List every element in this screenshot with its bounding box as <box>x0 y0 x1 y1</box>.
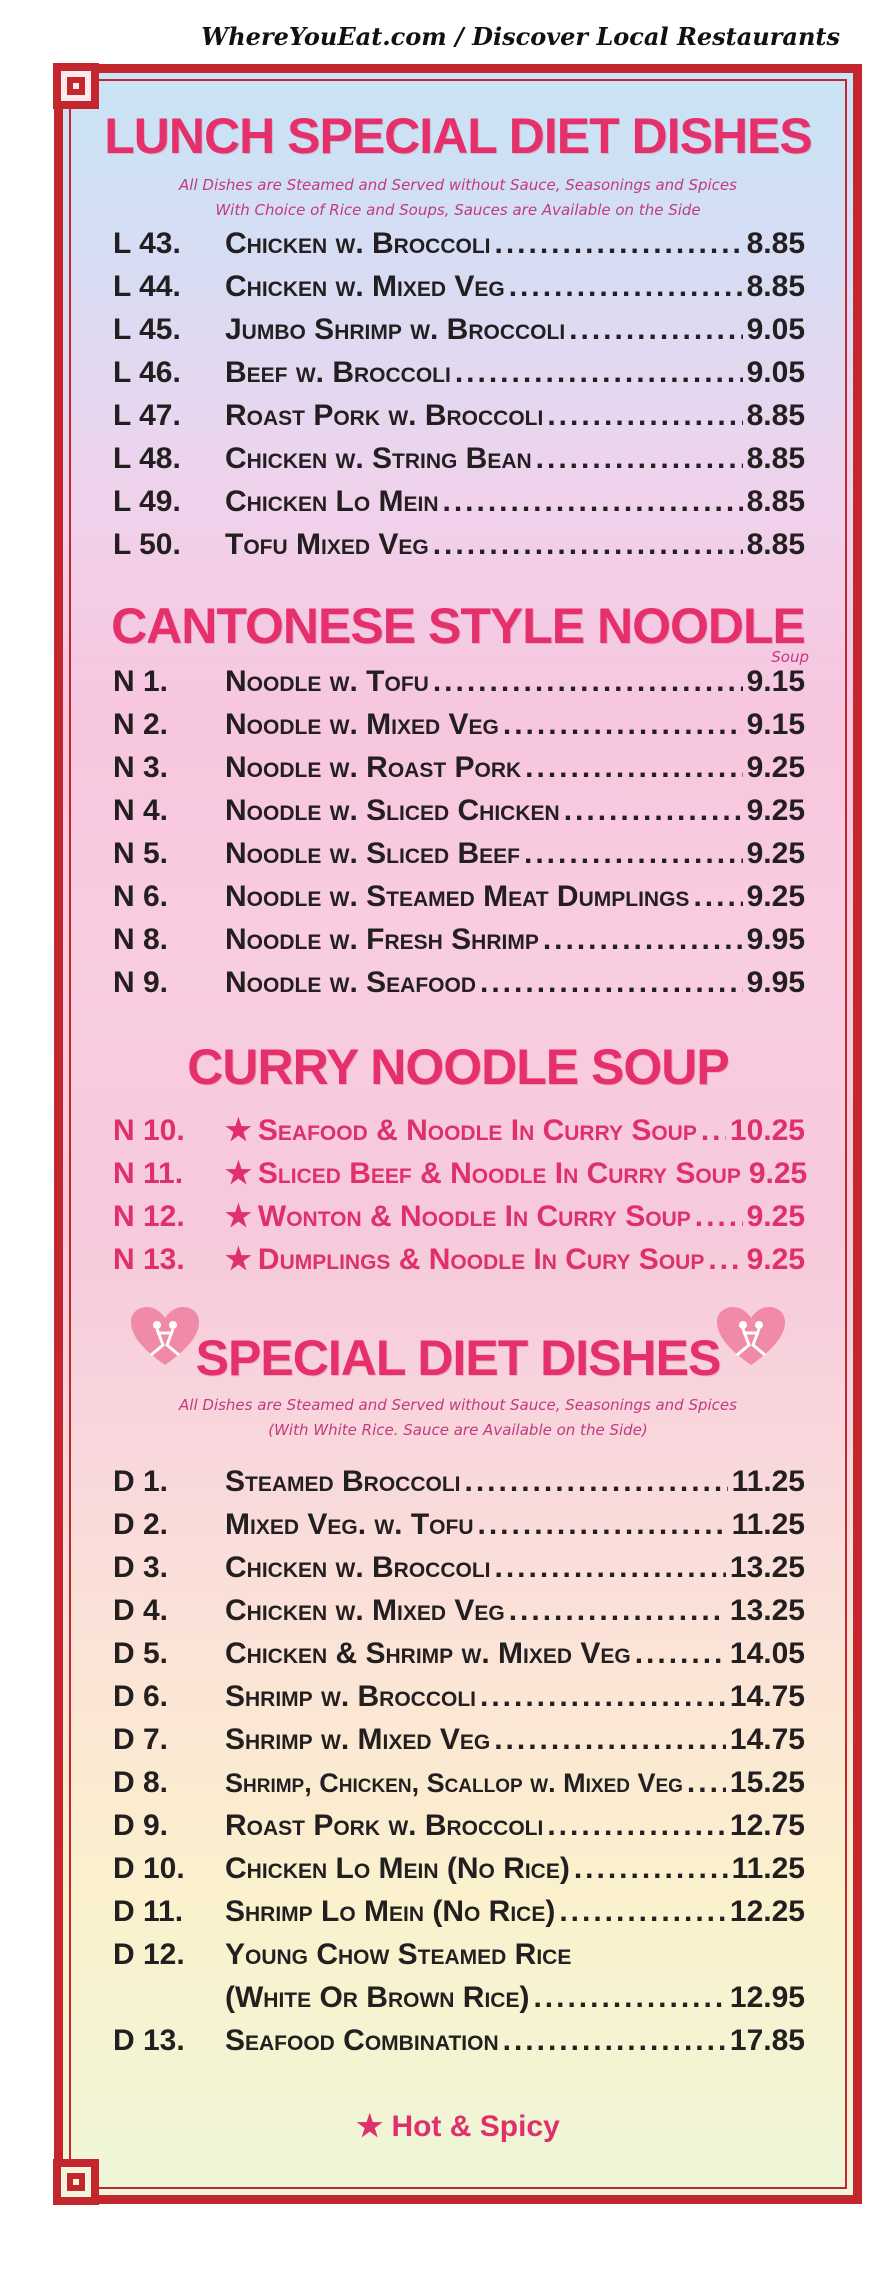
menu-item-spicy <box>113 1199 805 1242</box>
item-price: 9.25 <box>746 880 805 913</box>
item-code: L 47. <box>113 399 181 432</box>
item-code: D 13. <box>113 2024 185 2057</box>
item-code: D 2. <box>113 1508 169 1541</box>
item-name: Chicken w. String Bean <box>225 442 532 475</box>
menu-item <box>113 442 805 485</box>
menu-item <box>113 1852 805 1895</box>
item-name: Noodle w. Mixed Veg <box>225 708 499 741</box>
menu-item <box>113 708 805 751</box>
item-code: D 4. <box>113 1594 169 1627</box>
item-name: Mixed Veg. w. Tofu <box>225 1508 474 1541</box>
item-price: 9.05 <box>746 356 805 389</box>
leader-dots <box>443 485 743 519</box>
item-code: N 5. <box>113 837 169 870</box>
leader-dots <box>478 1508 728 1542</box>
item-price: 8.85 <box>746 399 805 432</box>
menu-item <box>113 665 805 708</box>
item-price: 9.05 <box>746 313 805 346</box>
item-price: 9.95 <box>746 966 805 999</box>
leader-dots <box>687 1766 726 1800</box>
leader-dots <box>547 1809 726 1843</box>
cantonese-items <box>113 665 805 1009</box>
leader-dots <box>564 794 743 828</box>
item-name: Noodle w. Fresh Shrimp <box>225 923 539 956</box>
item-code: D 7. <box>113 1723 169 1756</box>
cantonese-section-title: CANTONESE STYLE NOODLE <box>111 598 805 654</box>
leader-dots <box>524 837 743 871</box>
menu-item <box>113 399 805 442</box>
item-price: 15.25 <box>729 1766 805 1799</box>
leader-dots <box>509 1594 726 1628</box>
menu-item <box>113 528 805 571</box>
menu-item-d12-line2 <box>113 1981 805 2024</box>
item-price: 8.85 <box>746 227 805 260</box>
item-code: D 5. <box>113 1637 169 1670</box>
item-price: 17.85 <box>729 2024 805 2057</box>
diet-section-title: SPECIAL DIET DISHES <box>195 1330 721 1386</box>
corner-ornament-bottom-left <box>53 2159 99 2205</box>
diet-items <box>113 1465 805 2067</box>
leader-dots <box>480 966 743 1000</box>
leader-dots <box>525 751 742 785</box>
item-price: 14.05 <box>729 1637 805 1670</box>
curry-section-title: CURRY NOODLE SOUP <box>187 1039 729 1095</box>
item-name: Tofu Mixed Veg <box>225 528 429 561</box>
hot-spicy-star-icon: ★ <box>225 1114 252 1147</box>
curry-items <box>113 1113 808 1285</box>
item-name: Roast Pork w. Broccoli <box>225 1809 544 1842</box>
menu-item <box>113 1809 805 1852</box>
item-price: 9.25 <box>746 751 805 784</box>
leader-dots <box>701 1114 726 1148</box>
item-price: 9.95 <box>746 923 805 956</box>
menu-item <box>113 1551 805 1594</box>
hot-spicy-label: Hot & Spicy <box>391 2110 560 2143</box>
item-price: 12.25 <box>729 1895 805 1928</box>
item-price: 14.75 <box>729 1723 805 1756</box>
menu-item <box>113 313 805 356</box>
item-name: Noodle w. Sliced Beef <box>225 837 521 870</box>
item-code: D 10. <box>113 1852 185 1885</box>
item-name: Roast Pork w. Broccoli <box>225 399 544 432</box>
item-code: D 1. <box>113 1465 169 1498</box>
item-name: Seafood & Noodle In Curry Soup <box>257 1114 697 1147</box>
item-price: 8.85 <box>746 442 805 475</box>
item-code: D 3. <box>113 1551 169 1584</box>
item-name: Beef w. Broccoli <box>225 356 451 389</box>
leader-dots <box>433 665 743 699</box>
menu-item-spicy <box>113 1242 805 1285</box>
menu-item-spicy <box>113 1156 808 1199</box>
item-price: 9.15 <box>746 708 805 741</box>
item-name: Noodle w. Steamed Meat Dumplings <box>225 880 690 913</box>
menu-item <box>113 1723 805 1766</box>
leader-dots <box>503 2024 726 2058</box>
item-name: Shrimp w. Broccoli <box>225 1680 476 1713</box>
item-name: Young Chow Steamed Rice <box>225 1938 572 1971</box>
item-price: 12.95 <box>729 1981 805 2014</box>
item-name: Chicken w. Broccoli <box>225 227 491 260</box>
item-code: D 6. <box>113 1680 169 1713</box>
hot-spicy-star-icon: ★ <box>225 1243 252 1276</box>
menu-item <box>113 1637 805 1680</box>
item-code: L 48. <box>113 442 181 475</box>
item-price: 14.75 <box>729 1680 805 1713</box>
item-name: Chicken w. Mixed Veg <box>225 270 505 303</box>
leader-dots <box>509 270 743 304</box>
leader-dots <box>635 1637 726 1671</box>
item-price: 12.75 <box>729 1809 805 1842</box>
leader-dots <box>533 1981 725 2015</box>
item-price: 9.25 <box>746 1200 805 1233</box>
leader-dots <box>569 313 742 347</box>
menu-item-d12-line1 <box>113 1938 805 1981</box>
item-name: Shrimp w. Mixed Veg <box>225 1723 491 1756</box>
diet-note-line1: All Dishes are Steamed and Served without Sauce, Seasonings and Spices <box>179 1396 737 1414</box>
item-code: D 11. <box>113 1895 184 1928</box>
menu-item <box>113 2024 805 2067</box>
menu-item <box>113 923 805 966</box>
lunch-note-line1: All Dishes are Steamed and Served without Sauce, Seasonings and Spices <box>179 176 737 194</box>
item-code: N 4. <box>113 794 169 827</box>
leader-dots <box>693 880 742 914</box>
item-price: 11.25 <box>731 1465 805 1498</box>
item-code: N 13. <box>113 1243 185 1276</box>
lunch-note-line2: With Choice of Rice and Soups, Sauces are Available on the Side <box>215 201 701 219</box>
menu-item <box>113 227 805 270</box>
leader-dots <box>695 1200 743 1234</box>
lunch-items <box>113 227 805 571</box>
item-code: N 11. <box>113 1157 184 1190</box>
leader-dots <box>547 399 742 433</box>
lunch-section-title: LUNCH SPECIAL DIET DISHES <box>104 108 812 164</box>
menu-item-spicy <box>113 1113 805 1156</box>
item-code: L 50. <box>113 528 181 561</box>
item-price: 9.15 <box>746 665 805 698</box>
menu-item <box>113 837 805 880</box>
item-price: 11.25 <box>731 1508 805 1541</box>
item-code: N 3. <box>113 751 169 784</box>
item-code: L 44. <box>113 270 181 303</box>
hot-spicy-legend <box>63 2109 853 2144</box>
menu-item <box>113 794 805 837</box>
item-code: D 9. <box>113 1809 169 1842</box>
item-price: 8.85 <box>746 485 805 518</box>
menu-item <box>113 1594 805 1637</box>
item-price: 13.25 <box>729 1594 805 1627</box>
item-name: Dumplings & Noodle In Cury Soup <box>257 1243 705 1276</box>
item-code: N 9. <box>113 966 169 999</box>
menu-item <box>113 880 805 923</box>
soup-label: Soup <box>771 648 809 666</box>
item-code: L 43. <box>113 227 181 260</box>
item-name: Chicken Lo Mein <box>225 485 439 518</box>
item-name: Steamed Broccoli <box>225 1465 461 1498</box>
leader-dots <box>543 923 743 957</box>
item-name: Chicken & Shrimp w. Mixed Veg <box>225 1637 631 1670</box>
hot-spicy-star-icon: ★ <box>356 2110 384 2143</box>
item-code: N 10. <box>113 1114 185 1147</box>
leader-dots <box>433 528 743 562</box>
leader-dots <box>495 1551 726 1585</box>
menu-card <box>54 64 862 2204</box>
leader-dots <box>559 1895 726 1929</box>
item-price: 11.25 <box>731 1852 805 1885</box>
item-price: 9.25 <box>746 794 805 827</box>
item-name: Chicken Lo Mein (No Rice) <box>225 1852 570 1885</box>
item-code: L 45. <box>113 313 181 346</box>
item-code: N 1. <box>113 665 169 698</box>
item-name: Noodle w. Seafood <box>225 966 477 999</box>
item-name: Noodle w. Sliced Chicken <box>225 794 560 827</box>
menu-item <box>113 485 805 528</box>
item-code: N 12. <box>113 1200 185 1233</box>
menu-item <box>113 1508 805 1551</box>
leader-dots <box>574 1852 728 1886</box>
item-name: Jumbo Shrimp w. Broccoli <box>225 313 566 346</box>
item-name: Noodle w. Roast Pork <box>225 751 522 784</box>
menu-item <box>113 1895 805 1938</box>
menu-item <box>113 1465 805 1508</box>
item-code: N 2. <box>113 708 169 741</box>
item-code: L 49. <box>113 485 181 518</box>
item-price: 8.85 <box>746 270 805 303</box>
leader-dots <box>494 1723 726 1757</box>
corner-ornament-top-left <box>53 63 99 109</box>
hot-spicy-star-icon: ★ <box>225 1200 252 1233</box>
item-price: 8.85 <box>746 528 805 561</box>
leader-dots <box>495 227 743 261</box>
item-name-continued: (White Or Brown Rice) <box>225 1981 530 2014</box>
item-code: D 12. <box>113 1938 185 1971</box>
menu-item <box>113 1680 805 1723</box>
leader-dots <box>536 442 743 476</box>
item-price: 9.25 <box>748 1157 808 1190</box>
hot-spicy-star-icon: ★ <box>225 1157 252 1190</box>
leader-dots <box>503 708 743 742</box>
item-code: N 6. <box>113 880 169 913</box>
menu-item <box>113 966 805 1009</box>
menu-item <box>113 270 805 313</box>
item-price: 13.25 <box>729 1551 805 1584</box>
item-price: 9.25 <box>746 1243 805 1276</box>
item-name: Shrimp, Chicken, Scallop w. Mixed Veg <box>225 1768 683 1798</box>
item-price: 9.25 <box>746 837 805 870</box>
item-name: Chicken w. Mixed Veg <box>225 1594 505 1627</box>
item-code: D 8. <box>113 1766 169 1799</box>
item-name: Shrimp Lo Mein (No Rice) <box>225 1895 556 1928</box>
item-name: Seafood Combination <box>225 2024 499 2057</box>
item-name: Chicken w. Broccoli <box>225 1551 491 1584</box>
leader-dots <box>455 356 743 390</box>
leader-dots <box>480 1680 726 1714</box>
item-name: Noodle w. Tofu <box>225 665 429 698</box>
item-name: Wonton & Noodle In Curry Soup <box>257 1200 691 1233</box>
item-name: Sliced Beef & Noodle In Curry Soup <box>257 1157 741 1190</box>
leader-dots <box>708 1243 742 1277</box>
menu-item <box>113 1766 805 1809</box>
menu-item <box>113 751 805 794</box>
item-price: 10.25 <box>729 1114 805 1147</box>
item-code: N 8. <box>113 923 169 956</box>
menu-item <box>113 356 805 399</box>
item-code: L 46. <box>113 356 181 389</box>
leader-dots <box>465 1465 728 1499</box>
diet-note-line2: (With White Rice. Sauce are Available on the Side) <box>268 1421 648 1439</box>
site-header: WhereYouEat.com / Discover Local Restaurants <box>201 22 840 51</box>
